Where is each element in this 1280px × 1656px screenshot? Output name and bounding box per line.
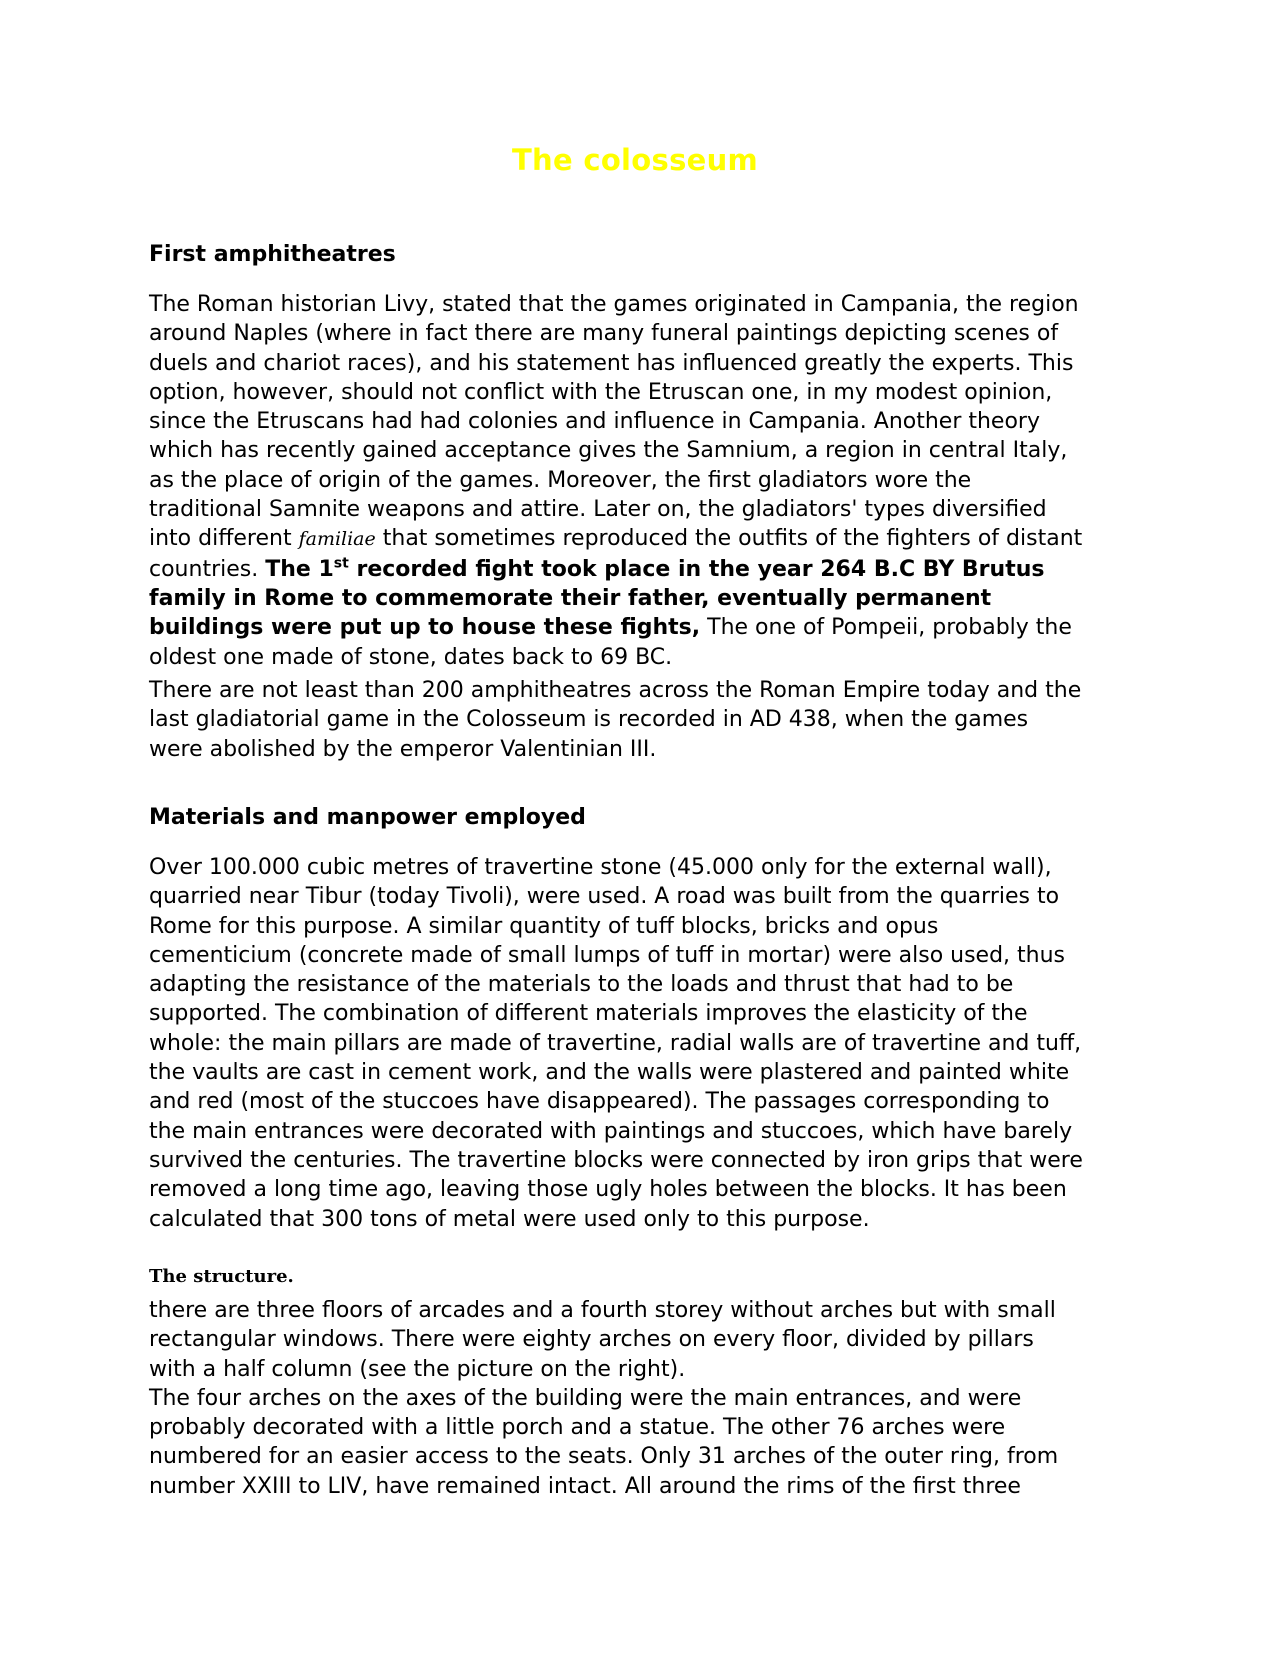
text-line: survived the centuries. The travertine blocks were connected by iron grips that were	[149, 1147, 1083, 1173]
text-line: quarried near Tibur (today Tivoli), were used. A road was built from the quarries to	[149, 884, 1060, 910]
text-line: calculated that 300 tons of metal were used only to this purpose.	[149, 1206, 870, 1232]
document-title: The colosseum	[511, 143, 759, 177]
text-line: option, however, should not conflict with the Etruscan one, in my modest opinion,	[149, 379, 1053, 405]
text-line: removed a long time ago, leaving those ugly holes between the blocks. It has been	[149, 1177, 1067, 1203]
text-line: Over 100.000 cubic metres of travertine stone (45.000 only for the external wall),	[149, 855, 1052, 880]
bold-run: buildings were put up to house these fights,	[149, 615, 701, 641]
text-line: numbered for an easier access to the seats. Only 31 arches of the outer ring, from	[149, 1444, 1059, 1470]
text-line: The four arches on the axes of the building were the main entrances, and were	[149, 1385, 1022, 1411]
text-line: There are not least than 200 amphitheatres across the Roman Empire today and the	[149, 678, 1082, 703]
text-run: The one of Pompeii, probably the	[700, 615, 1072, 641]
text-line: since the Etruscans had had colonies and influence in Campania. Another theory	[149, 409, 1040, 435]
text-line: cementicium (concrete made of small lumps of tuff in mortar) were also used, thus	[149, 942, 1066, 968]
text-line: duels and chariot races), and his statement has influenced greatly the experts. This	[149, 350, 1074, 376]
text-line: there are three floors of arcades and a fourth storey without arches but with small	[149, 1298, 1056, 1323]
text-line: were abolished by the emperor Valentinian III.	[149, 736, 657, 762]
text-line: The Roman historian Livy, stated that the games originated in Campania, the region	[149, 292, 1079, 317]
superscript: st	[333, 555, 349, 572]
text-line: traditional Samnite weapons and attire. Later on, the gladiators' types diversified	[149, 497, 1047, 523]
text-line: around Naples (where in fact there are many funeral paintings depicting scenes of	[149, 321, 1059, 347]
section-heading-first-amphitheatres: First amphitheatres	[149, 242, 396, 267]
text-line: supported. The combination of different materials improves the elasticity of the	[149, 1001, 1028, 1027]
italic-term: familiae	[298, 528, 376, 551]
text-line: last gladiatorial game in the Colosseum is recorded in AD 438, when the games	[149, 707, 1029, 733]
text-line: the main entrances were decorated with paintings and stuccoes, which have barely	[149, 1118, 1073, 1144]
text-line: with a half column (see the picture on the right).	[149, 1356, 686, 1382]
text-line: number XXIII to LIV, have remained intact. All around the rims of the first three	[149, 1473, 1021, 1499]
text-line: the vaults are cast in cement work, and the walls were plastered and painted white	[149, 1060, 1070, 1086]
text-run: into different	[149, 526, 299, 552]
text-line	[149, 524, 1082, 554]
text-line: and red (most of the stuccoes have disappeared). The passages corresponding to	[149, 1089, 1050, 1115]
text-run: that sometimes reproduced the outfits of the fighters of distant	[375, 526, 1083, 552]
text-line: rectangular windows. There were eighty arches on every floor, divided by pillars	[149, 1327, 1034, 1353]
section-heading-materials: Materials and manpower employed	[149, 805, 586, 830]
paragraph-first-amphitheatres	[149, 290, 1082, 672]
text-line	[149, 613, 1082, 642]
text-line: as the place of origin of the games. Moreover, the first gladiators wore the	[149, 467, 972, 493]
bold-run: The 1	[265, 556, 334, 582]
paragraph-structure	[149, 1296, 1058, 1501]
text-line: family in Rome to commemorate their father, eventually permanent	[149, 585, 992, 611]
text-line: oldest one made of stone, dates back to 69 BC.	[149, 644, 673, 670]
bold-run: recorded fight took place in the year 264 B.C BY Brutus	[348, 556, 1045, 582]
text-line: Rome for this purpose. A similar quantity of tuff blocks, bricks and opus	[149, 913, 939, 939]
text-line: probably decorated with a little porch and a statue. The other 76 arches were	[149, 1415, 1006, 1441]
text-line: whole: the main pillars are made of travertine, radial walls are of travertine and tuff,	[149, 1030, 1082, 1056]
text-line: adapting the resistance of the materials to the loads and thrust that had to be	[149, 972, 1014, 998]
text-run: countries.	[149, 556, 266, 582]
paragraph-amphitheatres-count	[149, 676, 1081, 764]
text-line: which has recently gained acceptance gives the Samnium, a region in central Italy,	[149, 438, 1068, 464]
text-line	[149, 555, 1082, 584]
paragraph-materials	[149, 853, 1083, 1234]
section-heading-structure: The structure.	[149, 1266, 294, 1287]
